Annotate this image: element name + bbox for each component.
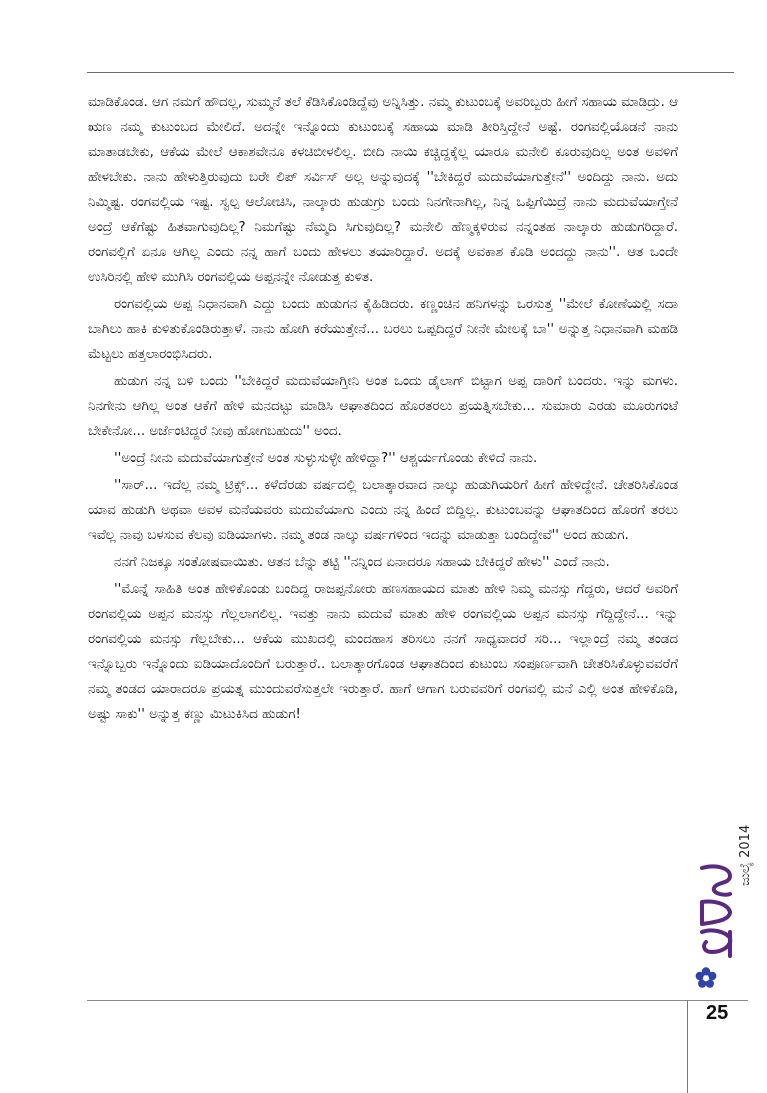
article-body [88, 90, 678, 729]
magazine-logo [696, 862, 736, 960]
paragraph-continuation: ಮಾಡಿಕೊಂಡ. ಆಗ ನಮಗೆ ಹೌದಲ್ಲ, ಸುಮ್ಮನೆ ತಲೆ ಕೆಡಿಸಿಕೊಂಡಿದ್ದೆವು ಅನ್ನಿಸಿತ್ತು. ನಮ್ಮ ಕುಟುಂಬಕ್ಕೆ ಅವರಿಬ್ಬರು ಹೀಗೆ ಸಹಾಯ ಮಾಡಿದ್ರು. ಆ ಋಣ ನಮ್ಮ ಕುಟುಂಬದ ಮೇಲಿದೆ. ಅದನ್ನೇ ಇನ್ನೊಂದು ಕುಟುಂಬಕ್ಕೆ ಸಹಾಯ ಮಾಡಿ ತೀರಿಸ್ತಿದ್ದೇನೆ ಅಷ್ಟೆ. ರಂಗವಲ್ಲಿಯೊಡನೆ ನಾನು ಮಾತಾಡಬೇಕು, ಆಕೆಯ ಮೇಲೆ ಆಕಾಶವೇನೂ ಕಳಚಿಬೀಳಲಿಲ್ಲ. ಬೀದಿ ನಾಯಿ ಕಚ್ಚಿದ್ದಕ್ಕೆಲ್ಲ ಯಾರೂ ಮನೇಲಿ ಕೂರುವುದಿಲ್ಲ ಅಂತ ಅವಳಿಗೆ ಹೇಳಬೇಕು. ನಾನು ಹೇಳುತ್ತಿರುವುದು ಬರೇ ಲಿಪ್ ಸರ್ವಿಸ್ ಅಲ್ಲ ಅನ್ನುವುದಕ್ಕೆ ''ಬೇಕಿದ್ದರೆ ಮದುವೆಯಾಗುತ್ತೇನೆ'' ಅಂದಿದ್ದು ನಾನು. ಅದು ನಿಮ್ಮಿಷ್ಟ. ರಂಗವಲ್ಲಿಯ ಇಷ್ಟ. ಸ್ವಲ್ಪ ಆಲೋಚಿಸಿ, ನಾಲ್ಕಾರು ಹುಡುಗ್ರು ಬಂದು ನಿನಗೇನಾಗಿಲ್ಲ, ನಿನ್ನ ಒಪ್ಪಿಗೆಯಿದ್ರೆ ನಾನು ಮದುವೆಯಾಗ್ತೇನೆ ಅಂದ್ರೆ ಆಕೆಗೆಷ್ಟು ಹಿತವಾಗುವುದಿಲ್ಲ? ನಿಮಗೆಷ್ಟು ನೆಮ್ಮದಿ ಸಿಗುವುದಿಲ್ಲ? ಮನೇಲಿ ಹೆಣ್ಮಕ್ಕಳಿರುವ ನನ್ನಂತಹ ನಾಲ್ಕಾರು ಹುಡುಗರಿದ್ದಾರೆ. ರಂಗವಲ್ಲಿಗೆ ಏನೂ ಆಗಿಲ್ಲ ಎಂದು ನನ್ನ ಹಾಗೆ ಬಂದು ಹೇಳಲು ತಯಾರಿದ್ದಾರೆ. ಅದಕ್ಕೆ ಅವಕಾಶ ಕೊಡಿ ಅಂದದ್ದು ನಾನು''. ಆತ ಒಂದೇ ಉಸಿರಿನಲ್ಲಿ ಹೇಳಿ ಮುಗಿಸಿ ರಂಗವಲ್ಲಿಯ ಅಪ್ಪನನ್ನೇ ನೋಡುತ್ತ ಕುಳಿತ. [88, 95, 678, 285]
paragraph: ''ಅಂದ್ರೆ ನೀನು ಮದುವೆಯಾಗುತ್ತೇನೆ ಅಂತ ಸುಳ್ಳುಸುಳ್ಳೇ ಹೇಳಿದ್ದಾ?'' ಆಶ್ಚರ್ಯಗೊಂಡು ಕೇಳಿದೆ ನಾನು. [114, 451, 538, 466]
paragraph: ರಂಗವಲ್ಲಿಯ ಅಪ್ಪ ನಿಧಾನವಾಗಿ ಎದ್ದು ಬಂದು ಹುಡುಗನ ಕೈಹಿಡಿದರು. ಕಣ್ಣಂಚಿನ ಹನಿಗಳನ್ನು ಒರಸುತ್ತ ''ಮೇಲೆ ಕೋಣೆಯಲ್ಲಿ ಸದಾ ಬಾಗಿಲು ಹಾಕಿ ಕುಳಿತುಕೊಂಡಿರುತ್ತಾಳೆ. ನಾನು ಹೋಗಿ ಕರೆಯುತ್ತೇನೆ... ಬರಲು ಒಪ್ಪದಿದ್ದರೆ ನೀನೇ ಮೇಲಕ್ಕೆ ಬಾ'' ಅನ್ನುತ್ತ ನಿಧಾನವಾಗಿ ಮಹಡಿ ಮೆಟ್ಟಲು ಹತ್ತಲಾರಂಭಿಸಿದರು. [88, 297, 678, 362]
magazine-masthead [694, 790, 753, 960]
issue-date-label: ಜುಲೈ 2014 [738, 824, 753, 886]
paragraph: ''ಮೊನ್ನೆ ಸಾಹಿತಿ ಅಂತ ಹೇಳಿಕೊಂಡು ಬಂದಿದ್ದ ರಾಜಪ್ಪನೋರು ಹಣಸಹಾಯದ ಮಾತು ಹೇಳಿ ನಿಮ್ಮ ಮನಸ್ಸು ಗೆದ್ದರು, ಆದರೆ ಅವರಿಗೆ ರಂಗವಲ್ಲಿಯ ಅಪ್ಪನ ಮನಸ್ಸು ಗೆಲ್ಲಲಾಗಲಿಲ್ಲ. ಇವತ್ತು ನಾನು ಮದುವೆ ಮಾತು ಹೇಳಿ ರಂಗವಲ್ಲಿಯ ಅಪ್ಪನ ಮನಸ್ಸು ಗೆದ್ದಿದ್ದೇನೆ... ಇನ್ನು ರಂಗವಲ್ಲಿಯ ಮನಸ್ಸು ಗೆಲ್ಲಬೇಕು... ಆಕೆಯ ಮುಖದಲ್ಲಿ ಮಂದಹಾಸ ತರಿಸಲು ನನಗೆ ಸಾಧ್ಯವಾದರೆ ಸರಿ... ಇಲ್ಲಾಂದ್ರೆ ನಮ್ಮ ತಂಡದ ಇನ್ನೊಬ್ಬರು ಇನ್ನೊಂದು ಐಡಿಯಾದೊಂದಿಗೆ ಬರುತ್ತಾರೆ.. ಬಲಾತ್ಕಾರಗೊಂಡ ಆಘಾತದಿಂದ ಕುಟುಂಬ ಸಂಪೂರ್ಣವಾಗಿ ಚೇತರಿಸಿಕೊಳ್ಳುವವರೆಗೆ ನಮ್ಮ ತಂಡದ ಯಾರಾದರೂ ಪ್ರಯತ್ನ ಮುಂದುವರೆಸುತ್ತಲೇ ಇರುತ್ತಾರೆ. ಹಾಗೆ ಆಗಾಗ ಬರುವವರಿಗೆ ರಂಗವಲ್ಲಿ ಮನೆ ಎಲ್ಲಿ ಅಂತ ಹೇಳಿಕೊಡಿ, ಅಷ್ಟು ಸಾಕು'' ಅನ್ನುತ್ತ ಕಣ್ಣು ಮಿಟುಕಿಸಿದ ಹುಡುಗ! [88, 582, 678, 722]
top-rule [87, 72, 734, 73]
paragraph: ''ಸಾರ್... ಇದೆಲ್ಲ ನಮ್ಮ ಟ್ರಿಕ್ಸ್... ಕಳೆದೆರಡು ವರ್ಷದಲ್ಲಿ ಬಲಾತ್ಕಾರವಾದ ನಾಲ್ಕು ಹುಡುಗಿಯರಿಗೆ ಹೀಗೆ ಹೇಳಿದ್ದೇನೆ. ಚೇತರಿಸಿಕೊಂಡ ಯಾವ ಹುಡುಗಿ ಅಥವಾ ಅವಳ ಮನೆಯವರು ಮದುವೆಯಾಗು ಎಂದು ನನ್ನ ಹಿಂದೆ ಬಿದ್ದಿಲ್ಲ. ಕುಟುಂಬವನ್ನು ಆಘಾತದಿಂದ ಹೊರಗೆ ತರಲು ಇವೆಲ್ಲ ನಾವು ಬಳಸುವ ಕೆಲವು ಐಡಿಯಾಗಳು. ನಮ್ಮ ತಂಡ ನಾಲ್ಕು ವರ್ಷಗಳಿಂದ ಇದನ್ನು ಮಾಡುತ್ತಾ ಬಂದಿದ್ದೇವೆ'' ಅಂದ ಹುಡುಗ. [88, 478, 678, 543]
page-number: 25 [706, 1002, 729, 1024]
side-rule [687, 1000, 688, 1093]
bottom-rule [87, 1000, 748, 1001]
paragraph: ನನಗೆ ನಿಜಕ್ಕೂ ಸಂತೋಷವಾಯಿತು. ಆತನ ಬೆನ್ನು ತಟ್ಟಿ ''ನನ್ನಿಂದ ಏನಾದರೂ ಸಹಾಯ ಬೇಕಿದ್ದರೆ ಹೇಳು'' ಎಂದೆ ನಾನು. [114, 555, 610, 570]
flower-icon [694, 966, 718, 990]
issue-date [738, 790, 752, 886]
paragraph: ಹುಡುಗ ನನ್ನ ಬಳಿ ಬಂದು ''ಬೇಕಿದ್ದರೆ ಮದುವೆಯಾಗ್ತೀನಿ ಅಂತ ಒಂದು ಡೈಲಾಗ್ ಬಿಟ್ಟಾಗ ಅಪ್ಪ ದಾರಿಗೆ ಬಂದರು. ಇನ್ನು ಮಗಳು. ನಿನಗೇನು ಆಗಿಲ್ಲ ಅಂತ ಆಕೆಗೆ ಹೇಳಿ ಮನದಟ್ಟು ಮಾಡಿಸಿ ಆಘಾತದಿಂದ ಹೊರತರಲು ಪ್ರಯತ್ನಿಸಬೇಕು... ಸುಮಾರು ಎರಡು ಮೂರುಗಂಟೆ ಬೇಕೇನೋ... ಅರ್ಜೆಂಟಿದ್ದರೆ ನೀವು ಹೋಗಬಹುದು'' ಅಂದ. [88, 374, 678, 439]
